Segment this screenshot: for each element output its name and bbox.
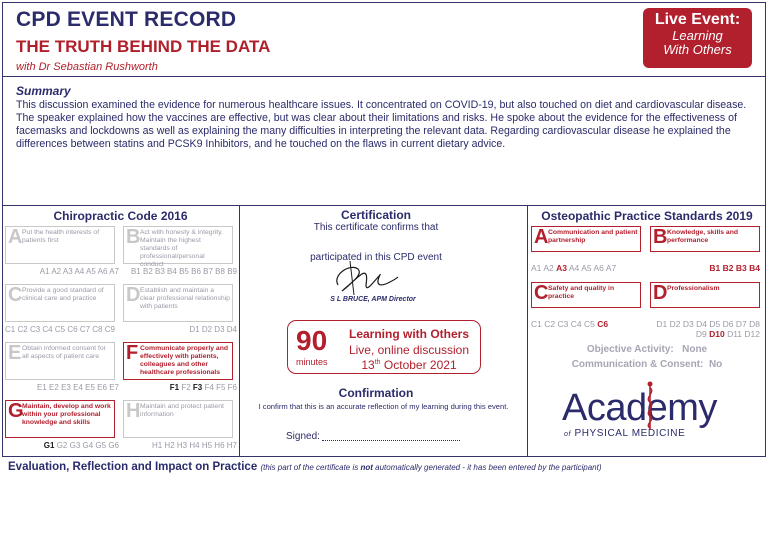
chiro-title: Chiropractic Code 2016 [53,209,188,223]
code-f5: F5 [216,383,226,392]
code-d6: D6 [722,319,734,329]
code-c8: C8 [92,325,103,334]
code-b3: B3 [155,267,165,276]
code-h3: H3 [176,441,188,450]
logo-tagline-row [564,428,717,439]
code-d5: D5 [709,319,721,329]
cert-line2: participated in this CPD event [310,252,442,263]
code-a3: A3 [62,267,73,276]
code-d10: D10 [709,329,725,339]
divider [2,76,766,77]
logo-name: Academy [562,387,717,429]
evaluation-note [260,463,601,472]
code-d2: D2 [669,319,681,329]
code-e7: E7 [109,383,119,392]
event-month-year: October 2021 [380,358,457,372]
code-d1: D1 [189,325,200,334]
code-c4: C4 [42,325,53,334]
code-c5: C5 [54,325,66,334]
standard-codes [123,383,237,392]
objective-value: None [682,344,708,355]
standard-codes [5,441,119,450]
evaluation-title: Evaluation, Reflection and Impact on Practice [8,461,258,473]
code-c6: C6 [597,319,609,329]
code-c1: C1 [531,319,542,329]
standard-letter: B [126,226,141,248]
column-divider [527,205,528,457]
code-a6: A6 [97,267,108,276]
caduceus-icon [642,380,658,432]
code-e6: E6 [97,383,107,392]
code-g4: G4 [82,441,94,450]
standard-codes [5,267,119,276]
badge-line1: Live Event: [654,11,741,28]
document-title: CPD EVENT RECORD [16,8,237,31]
standard-letter: G [8,400,24,422]
code-h7: H7 [226,441,237,450]
badge-line3: With Others [663,42,732,57]
code-e5: E5 [85,383,95,392]
code-e4: E4 [73,383,83,392]
standard-letter: C [534,282,549,304]
chiro-standard-d [123,284,233,322]
standard-letter: B [653,226,668,248]
code-c2: C2 [17,325,28,334]
code-a4: A4 [568,263,580,273]
director-signature [330,255,400,299]
code-e3: E3 [61,383,71,392]
communication-consent [528,359,766,370]
code-c2: C2 [544,319,556,329]
chiro-standard-c [5,284,115,322]
code-d11: D11 [727,329,743,339]
code-b7: B7 [203,267,213,276]
standard-description: Knowledge, skills and performance [667,229,739,244]
code-d9: D9 [695,329,707,339]
standard-letter: F [126,342,139,364]
code-f4: F4 [204,383,214,392]
cert-line1: This certificate confirms that [313,222,439,233]
evaluation-note-a: (this part of the certificate is [260,463,361,472]
code-g1: G1 [43,441,55,450]
code-a7: A7 [109,267,119,276]
signature-line[interactable] [322,440,460,441]
code-d3: D3 [682,319,694,329]
code-c6: C6 [67,325,78,334]
event-day-suffix: th [374,359,381,366]
code-c4: C4 [570,319,582,329]
code-d7: D7 [735,319,747,329]
summary-section [16,84,752,151]
event-title: THE TRUTH BEHIND THE DATA [16,37,271,56]
code-b9: B9 [227,267,237,276]
standard-codes [5,383,119,392]
code-c3: C3 [557,319,569,329]
code-b4: B4 [749,263,760,273]
code-d3: D3 [214,325,225,334]
code-h4: H4 [189,441,200,450]
osteo-standard-a [531,226,641,252]
code-e2: E2 [49,383,59,392]
certification-title: Certification [340,208,411,222]
chiro-standard-h [123,400,233,438]
standard-codes [650,263,760,273]
evaluation-heading [8,461,602,473]
code-b5: B5 [179,267,189,276]
standard-letter: H [126,400,141,422]
osteo-standard-d [650,282,760,308]
logo-tagline-prefix: of [564,431,572,438]
code-a1: A1 [531,263,542,273]
objective-activity [528,344,766,355]
column-divider [239,205,240,457]
standard-description: Safety and quality in practice [548,285,615,300]
chiro-standard-e [5,342,115,380]
code-b6: B6 [191,267,201,276]
signed-label: Signed: [286,431,320,442]
code-f6: F6 [227,383,237,392]
badge-line2: Learning [672,28,723,43]
code-b2: B2 [142,267,153,276]
code-c1: C1 [5,325,16,334]
code-a1: A1 [39,267,50,276]
code-b2: B2 [722,263,734,273]
code-d4: D4 [226,325,237,334]
presenter: with Dr Sebastian Rushworth [16,61,158,73]
code-h1: H1 [151,441,163,450]
live-event-badge [643,8,752,68]
code-c5: C5 [584,319,595,329]
osteo-standard-c [531,282,641,308]
standard-codes [531,319,641,329]
confirmation-title: Confirmation [338,386,414,400]
standard-description: Put the health interests of patients first [22,229,100,244]
code-f3: F3 [192,383,203,392]
code-b8: B8 [215,267,225,276]
standard-description: Establish and maintain a clear professional relationship with patients [140,287,230,310]
code-b3: B3 [735,263,747,273]
logo-tagline: PHYSICAL MEDICINE [574,428,686,439]
code-h2: H2 [164,441,175,450]
event-day: 13 [361,358,375,372]
event-details-box [287,320,481,374]
duration-minutes: 90 [296,325,328,356]
code-c9: C9 [104,325,115,334]
standard-description: Provide a good standard of clinical care and practice [22,287,104,302]
academy-logo [562,388,717,439]
objective-label: Objective Activity: [586,344,674,355]
divider [2,205,766,206]
code-c3: C3 [29,325,41,334]
standard-description: Act with honesty & integrity. Maintain the highest standards of professional/personal conduct [140,229,223,268]
standard-letter: D [126,284,141,306]
chiro-standard-a [5,226,115,264]
standard-codes [123,267,237,276]
standard-codes [650,319,760,339]
code-a2: A2 [51,267,62,276]
code-d1: D1 [656,319,668,329]
minutes-label: minutes [296,357,328,367]
standard-codes [531,263,641,273]
summary-body: This discussion examined the evidence for numerous healthcare issues. It concentrated on COVID-19, but also touched on diet and cardiovascular disease. The speaker explained how the vaccines are effective, but was clear about their limitations and risks. He spoke about the evidence for the effectiveness of facemasks and lockdowns as well as explaining the many difficulties in interpreting the relevant data. Regarding cardiovascular disease he explained the differences between statins and PCSK9 Inhibitors, and he touched on the flaws in current dietary advice. [16,99,747,150]
standard-description: Professionalism [667,285,720,292]
code-c7: C7 [79,325,91,334]
standard-letter: D [653,282,668,304]
code-b1: B1 [130,267,141,276]
code-g5: G5 [95,441,107,450]
standard-codes [5,325,119,334]
consent-label: Communication & Consent: [571,359,704,370]
code-f2: F2 [181,383,191,392]
code-f1: F1 [169,383,180,392]
code-d2: D2 [201,325,213,334]
code-d4: D4 [696,319,707,329]
chiro-standard-b [123,226,233,268]
event-type: Learning with Others [348,327,469,341]
code-a5: A5 [86,267,96,276]
event-mode: Live, online discussion [348,343,470,357]
evaluation-note-c: automatically generated - it has been entered by the participant) [372,463,602,472]
code-a5: A5 [581,263,592,273]
code-b4: B4 [167,267,177,276]
standard-description: Communicate properly and effectively with patients, colleagues and other healthcare professionals [140,345,228,376]
standard-description: Maintain and protect patient information [140,403,224,418]
code-e1: E1 [37,383,47,392]
signatory: S L BRUCE, APM Director [330,296,416,303]
consent-value: No [708,359,723,370]
standard-codes [123,325,237,334]
code-h5: H5 [201,441,213,450]
code-b1: B1 [709,263,721,273]
code-g3: G3 [69,441,81,450]
osteo-standard-b [650,226,760,252]
standard-codes [123,441,237,450]
confirmation-text: I confirm that this is an accurate reflection of my learning during this event. [258,402,509,411]
code-d8: D8 [749,319,760,329]
osteo-title: Osteopathic Practice Standards 2019 [541,209,753,223]
chiro-standard-g [5,400,115,438]
code-a6: A6 [593,263,604,273]
summary-title: Summary [16,84,71,98]
code-a2: A2 [543,263,554,273]
standard-letter: E [8,342,22,364]
code-a3: A3 [556,263,567,273]
event-date [340,358,478,372]
header [16,8,270,73]
code-g2: G2 [56,441,68,450]
code-a7: A7 [605,263,617,273]
code-g6: G6 [108,441,119,450]
standard-letter: A [534,226,549,248]
code-h6: H6 [214,441,225,450]
standard-description: Communication and patient partnership [548,229,638,244]
chiro-standard-f [123,342,233,380]
standard-letter: A [8,226,23,248]
standard-description: Maintain, develop and work within your professional knowledge and skills [22,403,111,426]
code-d12: D12 [744,329,760,339]
code-a4: A4 [74,267,85,276]
evaluation-note-b: not [360,463,373,472]
standard-description: Obtain informed consent for all aspects of patient care [22,345,106,360]
standard-letter: C [8,284,23,306]
